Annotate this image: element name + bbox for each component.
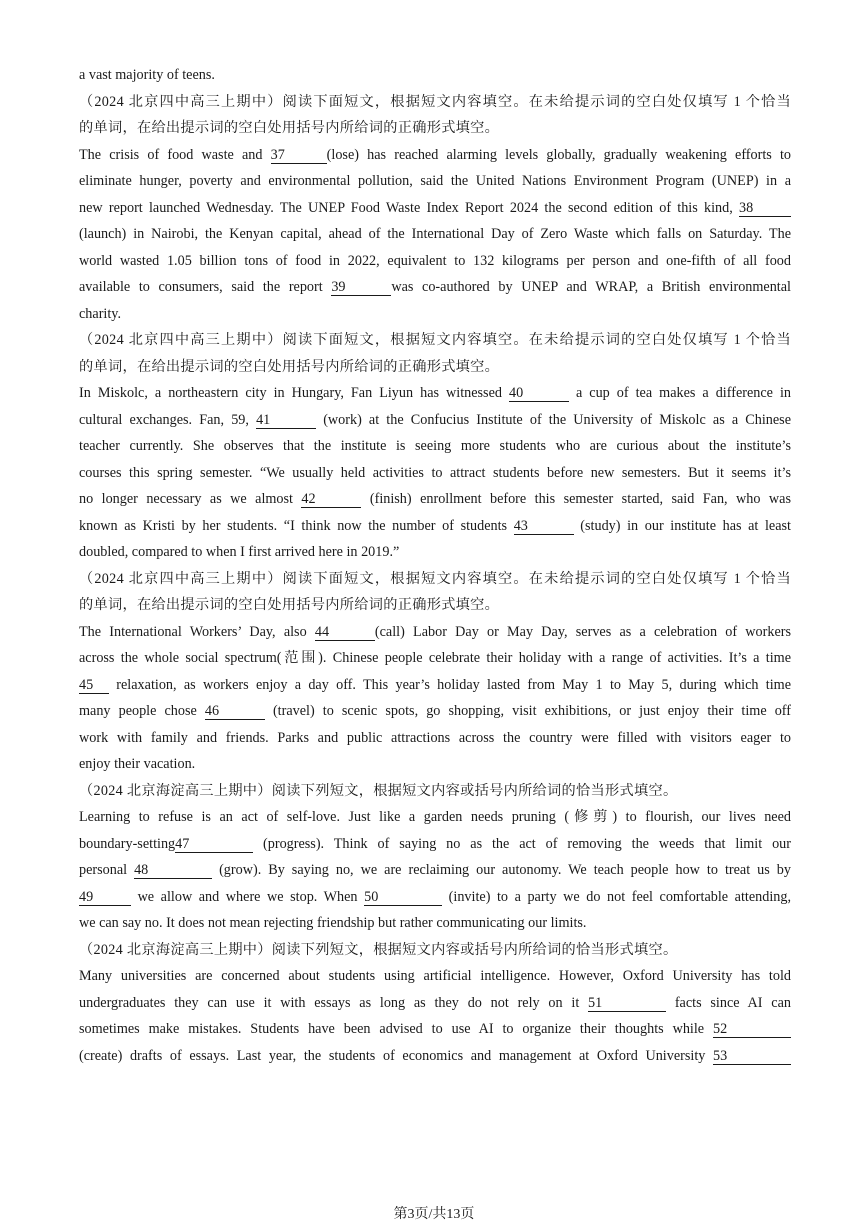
- text-segment: (finish) enrollment before this semester started, said Fan, who was: [361, 491, 791, 507]
- answer-blank-39[interactable]: 39: [331, 279, 391, 296]
- text-segment: (call) Labor Day or May Day, serves as a celebration of workers: [374, 623, 791, 640]
- text-line: [79, 274, 791, 301]
- section-heading: 的单词，在给出提示词的空白处用括号内所给词的正确形式填空。: [79, 597, 500, 613]
- text-segment: undergraduates they can use it with essays as long as they do not rely on it: [79, 994, 589, 1011]
- text-line: [79, 407, 791, 434]
- text-segment: sometimes make mistakes. Students have been advised to use AI to organize their thoughts while: [79, 1021, 713, 1037]
- text-segment: known as Kristi by her students. “I think now the number of students: [79, 517, 514, 534]
- text-segment: (progress). Think of saying no as the act of removing the weeds that limit our: [253, 835, 791, 852]
- section-heading: 的单词，在给出提示词的空白处用括号内所给词的正确形式填空。: [79, 120, 500, 136]
- text-line: [79, 486, 791, 513]
- text-segment: boundary-setting: [79, 835, 176, 852]
- section-heading: （2024 北京四中高三上期中）阅读下面短文，根据短文内容填空。在未给提示词的空白处仅填写 1 个恰当: [79, 332, 791, 348]
- text-segment: The crisis of food waste and: [79, 146, 271, 163]
- answer-blank-51[interactable]: 51: [588, 995, 666, 1012]
- text-segment: was co-authored by UNEP and WRAP, a British environmental: [391, 279, 791, 295]
- text-line: [79, 142, 791, 169]
- document-body: [79, 62, 791, 1069]
- answer-blank-40[interactable]: 40: [509, 385, 569, 402]
- text-line: [79, 195, 791, 222]
- section-heading: 的单词，在给出提示词的空白处用括号内所给词的正确形式填空。: [79, 358, 500, 375]
- text-line: a vast majority of teens.: [79, 67, 215, 83]
- text-segment: personal: [79, 862, 135, 878]
- answer-blank-53[interactable]: 53: [713, 1048, 791, 1065]
- text-segment: (invite) to a party we do not feel comfortable attending,: [442, 888, 791, 905]
- text-line: [79, 884, 791, 911]
- section-heading: （2024 北京四中高三上期中）阅读下面短文，根据短文内容填空。在未给提示词的空白处仅填写 1 个恰当: [79, 93, 791, 110]
- text-segment: no longer necessary as we almost: [79, 491, 302, 507]
- page-footer: [0, 1205, 868, 1225]
- text-line: [79, 672, 791, 699]
- text-segment: (travel) to scenic spots, go shopping, visit exhibitions, or just enjoy their time off: [264, 703, 792, 719]
- answer-blank-43[interactable]: 43: [514, 518, 574, 535]
- text-segment: relaxation, as workers enjoy a day off. This year’s holiday lasted from May 1 to May 5, during which time: [109, 676, 791, 693]
- text-line: [79, 990, 791, 1017]
- text-line: across the whole social spectrum(范围). Chinese people celebrate their holiday with a range of activities. It’s a time: [79, 650, 791, 666]
- text-line: [79, 1043, 791, 1070]
- text-line: courses this spring semester. “We usually held activities to attract students before new semesters. But it seems it’s: [79, 464, 791, 481]
- text-line: [79, 513, 791, 540]
- text-segment: (study) in our institute has at least: [573, 517, 791, 534]
- answer-blank-52[interactable]: 52: [713, 1021, 791, 1038]
- text-line: [79, 619, 791, 646]
- text-line: [79, 698, 791, 725]
- text-segment: In Miskolc, a northeastern city in Hungary, Fan Liyun has witnessed: [79, 385, 509, 401]
- text-line: [79, 831, 791, 858]
- text-segment: we allow and where we stop. When: [131, 888, 365, 905]
- text-segment: new report launched Wednesday. The UNEP Food Waste Index Report 2024 the second edition of this kind,: [79, 199, 739, 216]
- answer-blank-48[interactable]: 48: [134, 862, 212, 879]
- text-line: doubled, compared to when I first arrived here in 2019.”: [79, 544, 400, 560]
- text-line: work with family and friends. Parks and public attractions across the country were filled with visitors eager to: [79, 729, 791, 746]
- text-segment: many people chose: [79, 703, 205, 719]
- text-segment: (lose) has reached alarming levels globally, gradually weakening efforts to: [326, 146, 791, 163]
- answer-blank-38[interactable]: 38: [739, 200, 791, 217]
- answer-blank-42[interactable]: 42: [301, 491, 361, 508]
- text-line: world wasted 1.05 billion tons of food in 2022, equivalent to 132 kilograms per person and one-fifth of all food: [79, 252, 791, 269]
- text-segment: a cup of tea makes a difference in: [568, 385, 791, 401]
- text-segment: facts since AI can: [666, 994, 791, 1011]
- text-line: Learning to refuse is an act of self-love. Just like a garden needs pruning (修剪) to flourish, our lives need: [79, 809, 791, 825]
- text-line: teacher currently. She observes that the institute is seeing more students who are curious about the institute’s: [79, 438, 791, 454]
- answer-blank-50[interactable]: 50: [364, 889, 442, 906]
- text-segment: The International Workers’ Day, also: [79, 623, 315, 640]
- text-segment: available to consumers, said the report: [79, 279, 332, 295]
- answer-blank-45[interactable]: 45: [79, 677, 109, 694]
- text-line: eliminate hunger, poverty and environmental pollution, said the United Nations Environment Program (UNEP) in a: [79, 173, 791, 189]
- answer-blank-44[interactable]: 44: [315, 624, 375, 641]
- section-heading: （2024 北京海淀高三上期中）阅读下列短文，根据短文内容或括号内所给词的恰当形式填空。: [79, 782, 678, 799]
- answer-blank-46[interactable]: 46: [205, 703, 265, 720]
- text-line: Many universities are concerned about students using artificial intelligence. However, Oxford University has told: [79, 968, 791, 984]
- text-line: enjoy their vacation.: [79, 756, 196, 772]
- page-number: 第3页/共13页: [393, 1207, 475, 1222]
- text-line: [79, 857, 791, 884]
- text-segment: (work) at the Confucius Institute of the University of Miskolc as a Chinese: [316, 411, 791, 428]
- text-line: [79, 1016, 791, 1043]
- answer-blank-49[interactable]: 49: [79, 889, 131, 906]
- answer-blank-47[interactable]: 47: [175, 836, 253, 853]
- text-line: we can say no. It does not mean rejecting friendship but rather communicating our limits.: [79, 915, 587, 931]
- section-heading: （2024 北京海淀高三上期中）阅读下列短文，根据短文内容或括号内所给词的恰当形式填空。: [79, 941, 678, 958]
- text-line: [79, 380, 791, 407]
- text-line: (launch) in Nairobi, the Kenyan capital, ahead of the International Day of Zero Waste which falls on Saturday. The: [79, 226, 791, 242]
- answer-blank-41[interactable]: 41: [256, 412, 316, 429]
- text-line: charity.: [79, 305, 122, 322]
- section-heading: （2024 北京四中高三上期中）阅读下面短文，根据短文内容填空。在未给提示词的空白处仅填写 1 个恰当: [79, 570, 791, 587]
- text-segment: cultural exchanges. Fan, 59,: [79, 411, 257, 428]
- text-segment: (grow). By saying no, we are reclaiming our autonomy. We teach people how to treat us by: [212, 862, 791, 878]
- answer-blank-37[interactable]: 37: [271, 147, 327, 164]
- text-segment: (create) drafts of essays. Last year, the students of economics and management at Oxford University: [79, 1047, 713, 1064]
